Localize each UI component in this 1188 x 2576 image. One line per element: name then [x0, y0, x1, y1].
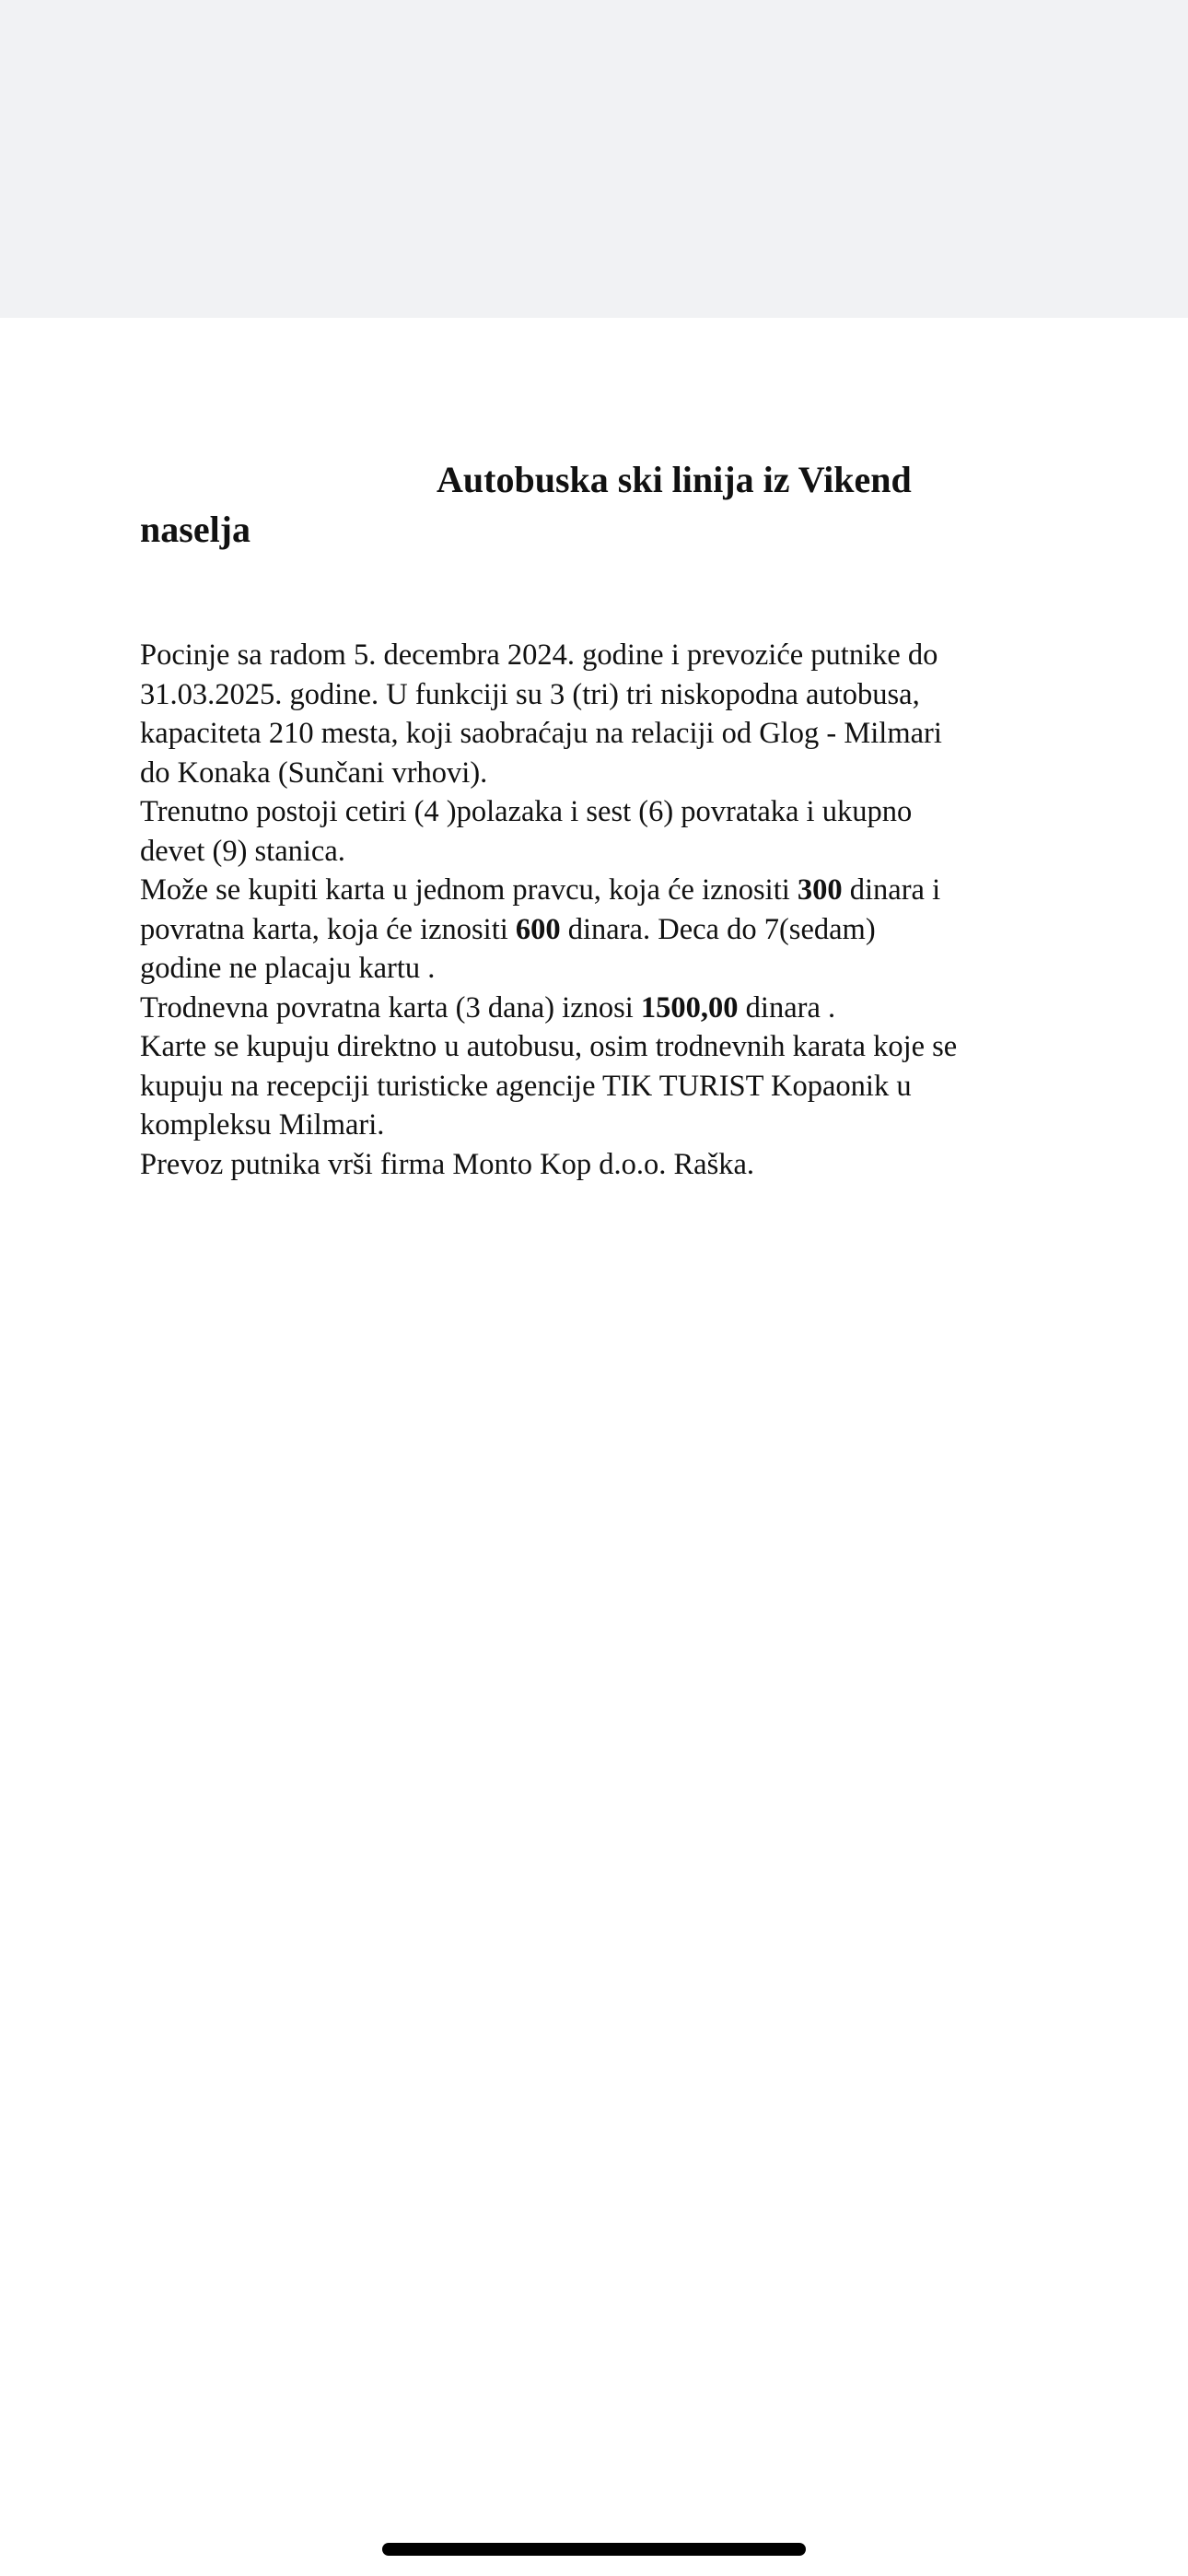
- text-line: [140, 910, 1061, 950]
- text-line: [140, 1145, 1061, 1185]
- text-segment: povratna karta, koja će iznositi: [140, 912, 516, 946]
- text-line: [140, 871, 1061, 910]
- text-line: [140, 792, 1061, 832]
- text-line: [140, 1067, 1061, 1107]
- text-segment: dinara. Deca do 7(sedam): [560, 912, 876, 946]
- text-segment: 31.03.2025. godine. U funkciji su 3 (tri) tri niskopodna autobusa,: [140, 677, 920, 711]
- text-line: [140, 754, 1061, 793]
- text-segment: kapaciteta 210 mesta, koji saobraćaju na relaciji od Glog - Milmari: [140, 717, 942, 750]
- text-segment: Trenutno postoji cetiri (4 )polazaka i sest (6) povrataka i ukupno: [140, 795, 913, 828]
- text-segment: devet (9) stanica.: [140, 834, 345, 868]
- home-indicator[interactable]: [382, 2543, 806, 2556]
- document-title-continuation: naselja: [140, 509, 250, 550]
- text-line: [140, 714, 1061, 754]
- text-segment: do Konaka (Sunčani vrhovi).: [140, 755, 488, 790]
- text-segment: dinara i: [842, 873, 941, 907]
- text-segment: kupuju na recepciji turisticke agencije TIK TURIST Kopaonik u: [140, 1069, 912, 1103]
- text-line: [140, 989, 1061, 1028]
- text-segment: Prevoz putnika vrši firma Monto Kop d.o.o. Raška.: [140, 1147, 755, 1181]
- document-body: [140, 636, 1061, 1184]
- bold-text-segment: 600: [515, 912, 561, 946]
- bold-text-segment: 300: [797, 873, 843, 907]
- text-segment: kompleksu Milmari.: [140, 1108, 385, 1142]
- bold-text-segment: 1500,00: [640, 990, 739, 1025]
- text-segment: godine ne placaju kartu .: [140, 952, 436, 985]
- text-line: [140, 949, 1061, 989]
- top-gray-band: [0, 0, 1188, 318]
- text-line: [140, 1027, 1061, 1067]
- text-line: [140, 832, 1061, 872]
- text-segment: Pocinje sa radom 5. decembra 2024. godine i prevoziće putnike do: [140, 638, 938, 672]
- text-segment: Može se kupiti karta u jednom pravcu, koja će iznositi: [140, 873, 798, 907]
- text-segment: dinara .: [738, 990, 836, 1025]
- text-line: [140, 675, 1061, 715]
- document-title: Autobuska ski linija iz Vikend: [437, 459, 912, 500]
- text-segment: Trodnevna povratna karta (3 dana) iznosi: [140, 990, 641, 1025]
- text-segment: Karte se kupuju direktno u autobusu, osim trodnevnih karata koje se: [140, 1030, 958, 1063]
- text-line: [140, 636, 1061, 675]
- text-line: [140, 1106, 1061, 1145]
